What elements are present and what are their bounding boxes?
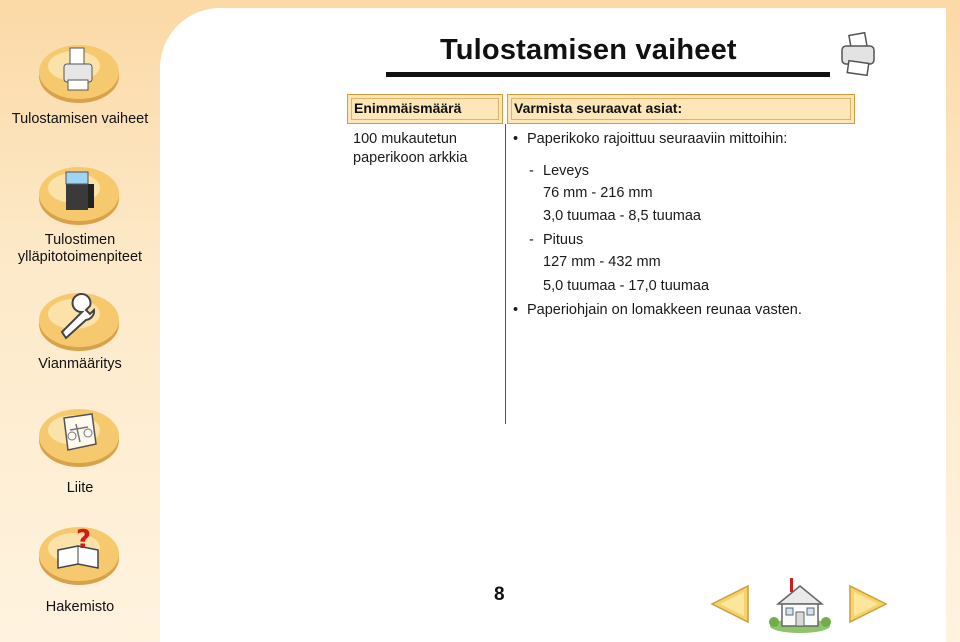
ink-cartridge-icon [36,158,122,228]
sidebar-item-label: Hakemisto [45,599,115,615]
sidebar-item-label: Tulostamisen vaiheet [11,111,149,127]
sidebar-item-index[interactable] [0,518,160,618]
sidebar-item-label: Tulostimen ylläpitotoimenpiteet [17,232,143,265]
svg-text:?: ? [76,525,92,555]
title-divider [386,72,830,77]
list-item: 127 mm - 432 mm [543,254,661,270]
list-item: - Leveys [529,163,589,179]
max-amount-value: 100 mukautetun paperikoon arkkia [353,131,468,166]
help-book-icon [36,518,122,588]
sidebar-item-maintenance[interactable] [0,158,160,268]
home-icon[interactable] [764,576,836,634]
scroll-icon [36,400,122,470]
list-item: - Pituus [529,232,584,248]
sidebar-item-appendix[interactable] [0,400,160,498]
sidebar-item-label: Vianmääritys [38,356,122,372]
printer-icon [36,36,122,106]
list-item: 5,0 tuumaa - 17,0 tuumaa [543,278,710,294]
table-header-check: Varmista seuraavat asiat: [507,94,855,124]
table-header-max-amount: Enimmäismäärä [347,94,503,124]
page-title: Tulostamisen vaiheet [440,34,737,66]
sidebar-item-printing-steps[interactable] [0,36,160,132]
list-item: 76 mm - 216 mm [543,185,653,201]
list-item: • Paperiohjain on lomakkeen reunaa vasten. [513,302,802,318]
wrench-icon [36,284,122,354]
column-divider [505,124,506,424]
sidebar-item-troubleshooting[interactable] [0,284,160,376]
next-page-arrow-icon[interactable] [846,582,890,626]
sidebar-item-label: Liite [66,480,94,496]
printer-icon [838,32,878,76]
list-item: • Paperikoko rajoittuu seuraaviin mittoihin: [513,131,788,147]
list-item: 3,0 tuumaa - 8,5 tuumaa [543,208,701,224]
previous-page-arrow-icon[interactable] [708,582,752,626]
page-number: 8 [494,584,505,605]
